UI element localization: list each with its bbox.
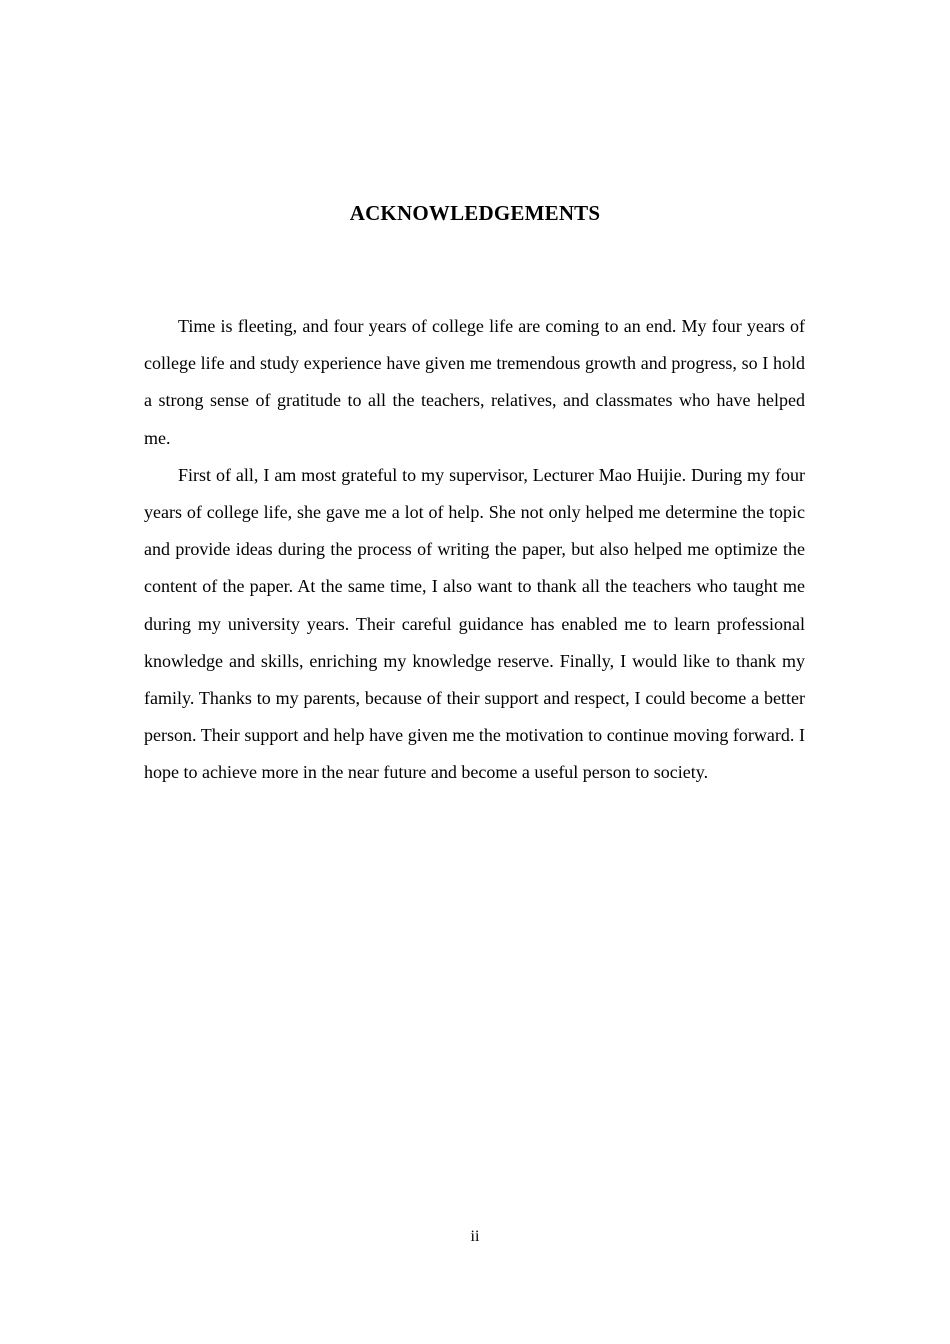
paragraph-1: Time is fleeting, and four years of college life are coming to an end. My four years of college life and study experience have given me tremendous growth and progress, so I hold a strong sense of gratitude to all the teachers, relatives, and classmates who have helped me. bbox=[144, 316, 805, 448]
paragraph-2: First of all, I am most grateful to my supervisor, Lecturer Mao Huijie. During my four years of college life, she gave me a lot of help. She not only helped me determine the topic and provide ideas during the process of writing the paper, but also helped me optimize the content of the paper. At the same time, I also want to thank all the teachers who taught me during my university years. Their careful guidance has enabled me to learn professional knowledge and skills, enriching my knowledge reserve. Finally, I would like to thank my family. Thanks to my parents, because of their support and respect, I could become a better person. Their support and help have given me the motivation to continue moving forward. I hope to achieve more in the near future and become a useful person to society. bbox=[144, 464, 805, 783]
body-text bbox=[144, 308, 805, 792]
page-title: ACKNOWLEDGEMENTS bbox=[349, 201, 601, 225]
page-number: ii bbox=[470, 1228, 480, 1245]
